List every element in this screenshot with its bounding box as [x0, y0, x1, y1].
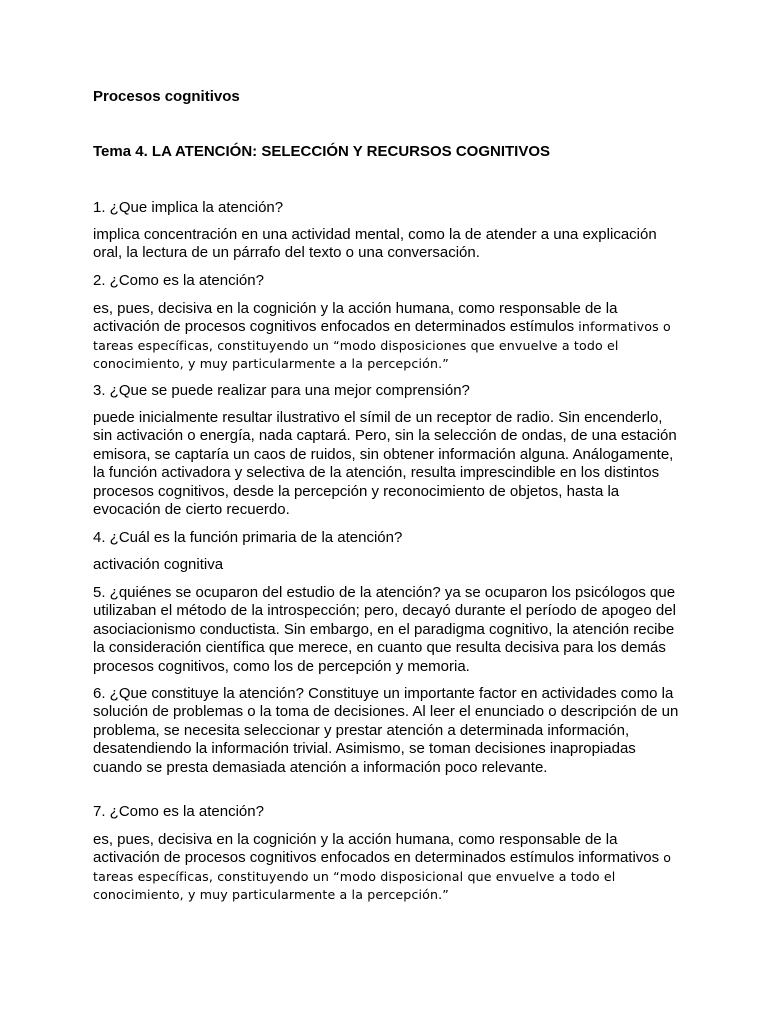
- question-1: 1. ¿Que implica la atención?: [93, 199, 284, 216]
- answer-7-extra: o tareas específicas, constituyendo un “modo disposicional que envuelve a todo el conocimiento, y muy particularmente a la percepción.”: [93, 850, 672, 903]
- paragraph-6: 6. ¿Que constituye la atención? Constituye un importante factor en actividades como la solución de problemas o la toma de decisiones. Al leer el enunciado o descripción de un problema, se necesita seleccionar y prestar atención a determinada información, desatendiendo la información trivial. Asimismo, se toman decisiones inapropiadas cuando se presta demasiada atención a información poco relevante.: [93, 685, 679, 776]
- answer-2-extra: informativos o tareas específicas, constituyendo un “modo disposiciones que envuelve a todo el conocimiento, y muy particularmente a la percepción.”: [93, 319, 671, 372]
- answer-7: [93, 831, 683, 905]
- question-2: 2. ¿Como es la atención?: [93, 272, 264, 289]
- question-4: 4. ¿Cuál es la función primaria de la atención?: [93, 529, 403, 546]
- answer-1: implica concentración en una actividad mental, como la de atender a una explicación oral, la lectura de un párrafo del texto o una conversación.: [93, 226, 657, 262]
- answer-7-main: es, pues, decisiva en la cognición y la acción humana, como responsable de la activación de procesos cognitivos enfocados en determinados estímulos informativos: [93, 831, 660, 867]
- section-title: Tema 4. LA ATENCIÓN: SELECCIÓN Y RECURSOS COGNITIVOS: [93, 143, 551, 160]
- answer-3: puede inicialmente resultar ilustrativo el símil de un receptor de radio. Sin encenderlo, sin activación o energía, nada captará. Pero, sin la selección de ondas, de una estación emisora, se captaría un caos de ruidos, sin obtener información alguna. Análogamente, la función activadora y selectiva de la atención, resulta imprescindible en los distintos procesos cognitivos, desde la percepción y reconocimiento de objetos, hasta la evocación de cierto recuerdo.: [93, 409, 677, 519]
- answer-4: activación cognitiva: [93, 556, 224, 573]
- question-7: 7. ¿Como es la atención?: [93, 803, 264, 820]
- answer-2: [93, 300, 683, 374]
- answer-2-main: es, pues, decisiva en la cognición y la acción humana, como responsable de la activación de procesos cognitivos enfocados en determinados estímulos: [93, 300, 618, 336]
- document-title: Procesos cognitivos: [93, 88, 240, 105]
- paragraph-5: 5. ¿quiénes se ocuparon del estudio de la atención? ya se ocuparon los psicólogos que utilizaban el método de la introspección; pero, decayó durante el período de apogeo del asociacionismo conductista. Sin embargo, en el paradigma cognitivo, la atención recibe la consideración científica que merece, en cuanto que resulta decisiva para los demás procesos cognitivos, como los de percepción y memoria.: [93, 584, 676, 675]
- question-3: 3. ¿Que se puede realizar para una mejor comprensión?: [93, 382, 470, 399]
